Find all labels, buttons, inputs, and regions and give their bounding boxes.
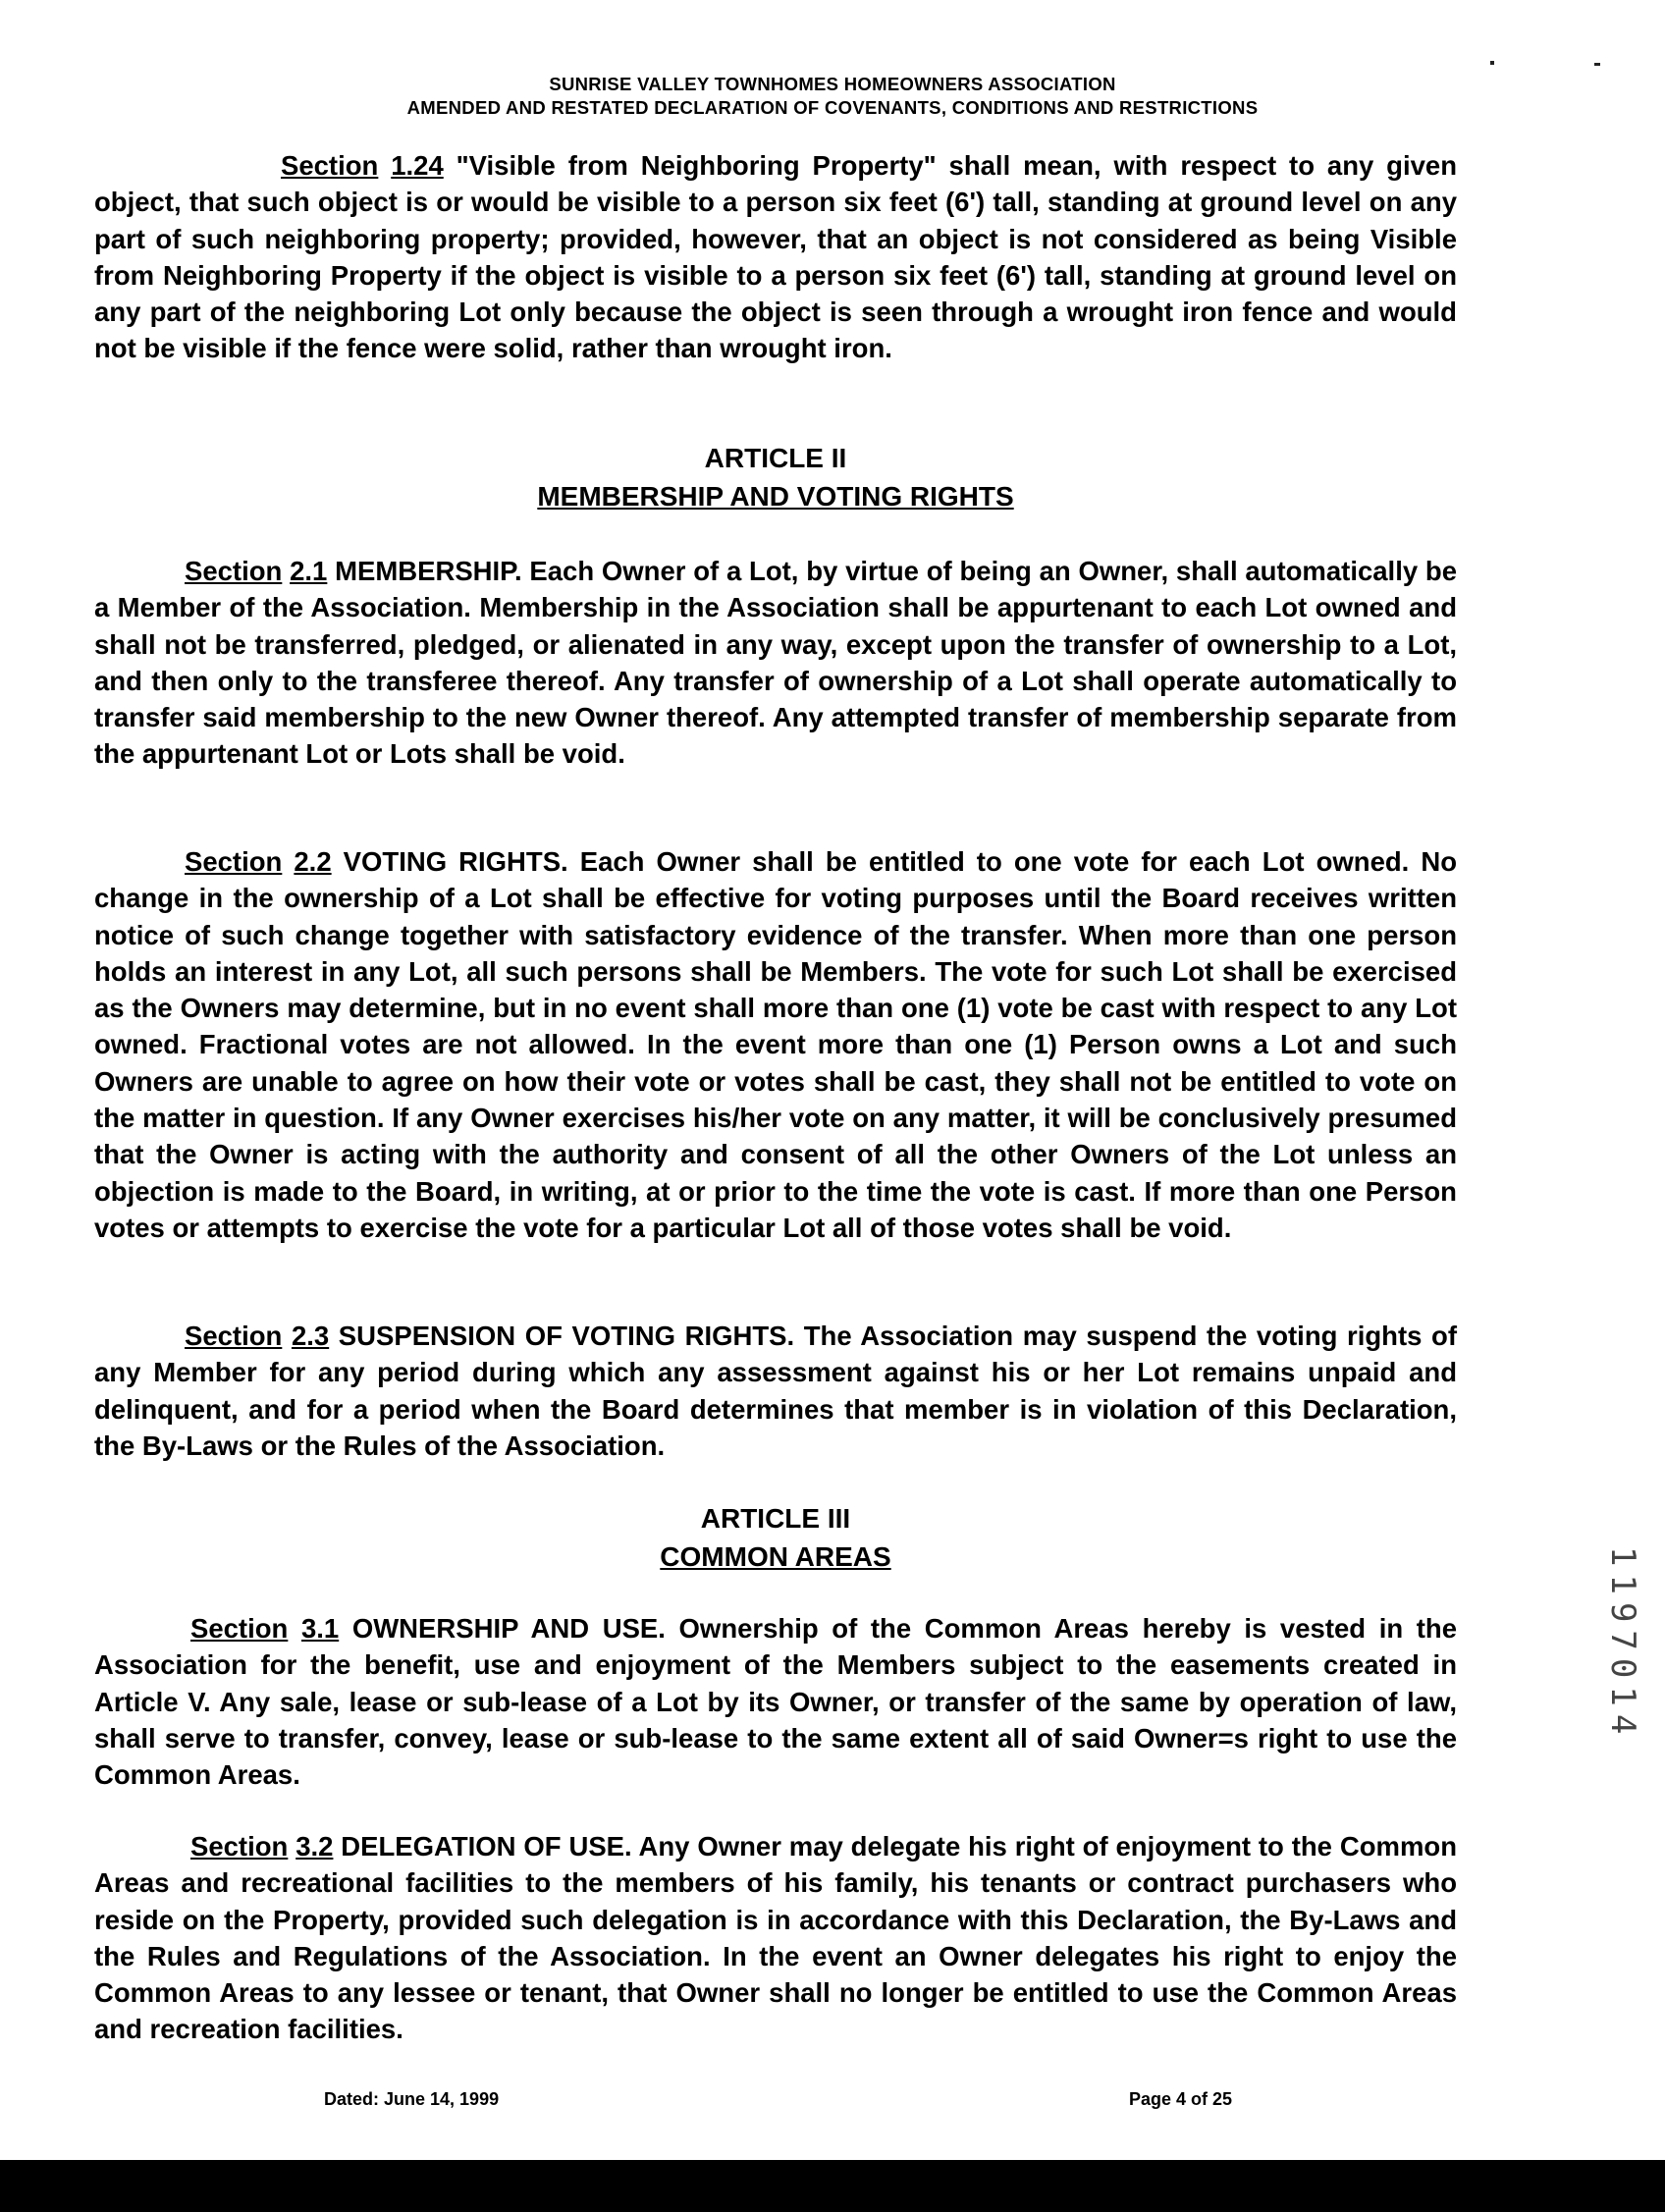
section-text: SUSPENSION OF VOTING RIGHTS. The Association may suspend the voting rights of any Member for any period during which any assessment against his or her Lot remains unpaid and delinquent, and for a period when the Board determines that member is in violation of this Declaration, the By-Laws or the Rules of the Association.: [94, 1321, 1457, 1461]
section-label: Section: [185, 556, 283, 586]
document-header-title: SUNRISE VALLEY TOWNHOMES HOMEOWNERS ASSOCIATION: [549, 74, 1116, 94]
scan-border-bottom: [0, 2160, 1665, 2212]
section-label: Section: [185, 1321, 283, 1351]
scan-speck: [1490, 61, 1494, 65]
section-text: "Visible from Neighboring Property" shall mean, with respect to any given object, that such object is or would be visible to a person six feet (6') tall, standing at ground level on any part of such neighboring property; provided, however, that an object is not considered as being Visible from Neighboring Property if the object is visible to a person six feet (6') tall, standing at ground level on any part of the neighboring Lot only because the object is seen through a wrought iron fence and would not be visible if the fence were solid, rather than wrought iron.: [94, 150, 1458, 364]
section-number: 1.24: [391, 150, 444, 181]
section-text: OWNERSHIP AND USE. Ownership of the Common Areas hereby is vested in the Association for the benefit, use and enjoyment of the Members subject to the easements created in Article V. Any sale, lease or sub-lease of a Lot by its Owner, or transfer of the same by operation of law, shall serve to transfer, convey, lease or sub-lease to the same extent all of said Owner=s right to use the Common Areas.: [94, 1613, 1458, 1791]
section-label: Section: [281, 150, 379, 181]
article-2-title: ARTICLE II: [704, 443, 847, 473]
section-text: MEMBERSHIP. Each Owner of a Lot, by virtue of being an Owner, shall automatically be a Member of the Association. Membership in the Association shall be appurtenant to each Lot owned and shall not be transferred, pledged, or alienated in any way, except upon the transfer of ownership to a Lot, and then only to the transferee thereof. Any transfer of ownership of a Lot shall operate automatically to transfer said membership to the new Owner thereof. Any attempted transfer of membership separate from the appurtenant Lot or Lots shall be void.: [94, 556, 1458, 770]
section-label: Section: [190, 1831, 289, 1861]
section-2-3: [94, 1318, 1457, 1464]
article-3-subtitle: COMMON AREAS: [660, 1541, 891, 1572]
section-number: 2.3: [291, 1321, 330, 1351]
section-2-2: [94, 843, 1457, 1246]
article-3-title: ARTICLE III: [700, 1503, 851, 1534]
section-3-2: [94, 1828, 1457, 2048]
section-number: 3.2: [295, 1831, 334, 1861]
section-label: Section: [185, 846, 283, 877]
footer-date: Dated: June 14, 1999: [324, 2089, 500, 2109]
section-1-24: [94, 147, 1457, 367]
footer-page-number: Page 4 of 25: [1129, 2089, 1233, 2109]
document-header-subtitle: AMENDED AND RESTATED DECLARATION OF COVENANTS, CONDITIONS AND RESTRICTIONS: [406, 97, 1259, 118]
section-text: VOTING RIGHTS. Each Owner shall be entitled to one vote for each Lot owned. No change in the ownership of a Lot shall be effective for voting purposes until the Board receives written notice of such change together with satisfactory evidence of the transfer. When more than one person holds an interest in any Lot, all such persons shall be Members. The vote for such Lot shall be exercised as the Owners may determine, but in no event shall more than one (1) vote be cast with respect to any Lot owned. Fractional votes are not allowed. In the event more than one (1) Person owns a Lot and such Owners are unable to agree on how their vote or votes shall be cast, they shall not be entitled to vote on the matter in question. If any Owner exercises his/her vote on any matter, it will be conclusively presumed that the Owner is acting with the authority and consent of all the other Owners of the Lot unless an objection is made to the Board, in writing, at or prior to the time the vote is cast. If more than one Person votes or attempts to exercise the vote for a particular Lot all of those votes shall be void.: [94, 846, 1458, 1243]
article-2-subtitle: MEMBERSHIP AND VOTING RIGHTS: [537, 481, 1014, 512]
section-text: DELEGATION OF USE. Any Owner may delegate his right of enjoyment to the Common Areas and recreational facilities to the members of his family, his tenants or contract purchasers who reside on the Property, provided such delegation is in accordance with this Declaration, the By-Laws and the Rules and Regulations of the Association. In the event an Owner delegates his right to enjoy the Common Areas to any lessee or tenant, that Owner shall no longer be entitled to use the Common Areas and recreation facilities.: [94, 1831, 1458, 2045]
section-2-1: [94, 553, 1457, 773]
section-number: 3.1: [300, 1613, 340, 1644]
document-stamp-number: 1197014: [1603, 1546, 1642, 1743]
scan-speck: [1594, 63, 1600, 66]
section-number: 2.1: [290, 556, 328, 586]
section-label: Section: [190, 1613, 289, 1644]
section-3-1: [94, 1610, 1457, 1793]
section-number: 2.2: [294, 846, 332, 877]
